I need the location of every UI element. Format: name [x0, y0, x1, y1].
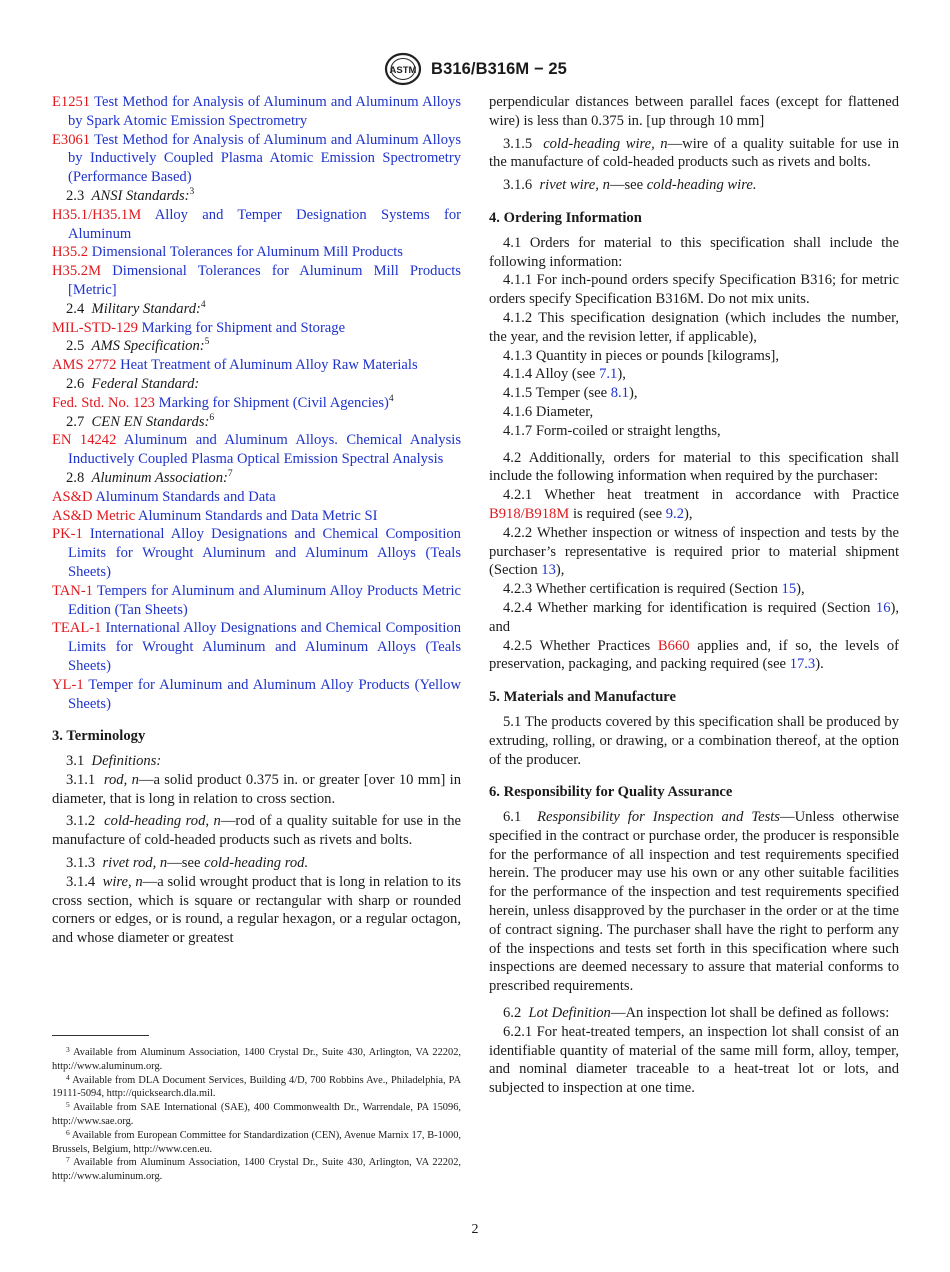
reference-entry: [52, 243, 461, 262]
reference-title-link[interactable]: Test Method for Analysis of Aluminum and Aluminum Alloys by Inductively Coupled Plasma Atomic Emission Spectrometry (Performance Based): [68, 131, 462, 186]
para-4-2-1: 4.2.1 Whether heat treatment in accordance with Practice B918/B918M is required (see 9.2),: [489, 487, 899, 522]
footnote-text: Available from SAE International (SAE), 400 Commonwealth Dr., Warrendale, PA 15096, http://www.sae.org.: [52, 1102, 461, 1127]
footnotes: [52, 1046, 461, 1184]
footnote-ref: 4: [388, 393, 394, 404]
footnote-number: 5: [66, 1100, 70, 1110]
reference-code-link[interactable]: MIL-STD-129: [52, 319, 138, 336]
para-4-2-2: 4.2.2 Whether inspection or witness of inspection and tests by the purchaser’s representative is required prior to material shipment (Section 13),: [489, 524, 899, 579]
reference-entry: [52, 394, 461, 413]
reference-entry: [52, 319, 461, 338]
section-4-heading: 4. Ordering Information: [489, 209, 642, 226]
reference-entry: [52, 262, 461, 300]
document-designation: B316/B316M − 25: [431, 59, 567, 78]
para-6-2: 6.2 Lot Definition—An inspection lot shall be defined as follows:: [503, 1005, 890, 1022]
link-section-15[interactable]: 15: [781, 581, 797, 598]
reference-list-military: [52, 319, 461, 338]
footnote-number: 3: [66, 1045, 70, 1054]
reference-entry: [52, 356, 461, 375]
footnote-text: Available from European Committee for Standardization (CEN), Avenue Marnix 17, B-1000, Brussels, Belgium, http://www.cen.eu.: [52, 1129, 461, 1155]
section-5-heading: 5. Materials and Manufacture: [489, 689, 676, 706]
reference-code-link[interactable]: E1251: [52, 94, 91, 110]
link-section-16[interactable]: 16: [875, 599, 891, 616]
astm-logo-icon: [383, 52, 423, 86]
right-column: [489, 93, 899, 1098]
reference-title-link[interactable]: Dimensional Tolerances for Aluminum Mill Products [Metric]: [68, 263, 461, 298]
reference-code-link[interactable]: AS&D: [52, 488, 93, 505]
para-4-1-2: 4.1.2 This specification designation (which includes the number, the year, and the revision letter, if applicable),: [489, 309, 899, 345]
reference-list-astm-e: [52, 93, 461, 187]
para-4-2-4: 4.2.4 Whether marking for identification is required (Section 16), and: [489, 599, 899, 635]
section-2-3: 2.3 ANSI Standards:$^3$: [66, 186, 195, 204]
footnote-number: 4: [66, 1072, 70, 1082]
section-2-8: 2.8 Aluminum Association:$^7$: [66, 468, 233, 486]
reference-entry: [52, 206, 461, 244]
footnote-text: Available from DLA Document Services, Building 4/D, 700 Robbins Ave., Philadelphia, PA 19111-5094, http://quicksearch.dla.mil.: [52, 1074, 461, 1100]
reference-title-link[interactable]: Temper for Aluminum and Aluminum Alloy Products (Yellow Sheets): [68, 676, 461, 712]
section-2-4: 2.4 Military Standard:$^4$: [66, 299, 206, 317]
footnote-text: Available from Aluminum Association, 1400 Crystal Dr., Suite 430, Arlington, VA 22202, http://www.aluminum.org.: [52, 1157, 461, 1183]
reference-entry: [52, 582, 461, 620]
para-3-1-5: 3.1.5 cold-heading wire, n—wire of a quality suitable for use in the manufacture of cold-headed products such as rivets and bolts.: [489, 135, 899, 171]
reference-title-link[interactable]: Heat Treatment of Aluminum Alloy Raw Materials: [120, 357, 418, 374]
para-3-1-2: 3.1.2 cold-heading rod, n—rod of a quality suitable for use in the manufacture of cold-headed products such as rivets and bolts.: [52, 813, 461, 849]
link-section-13[interactable]: 13: [541, 562, 556, 579]
section-3-heading: 3. Terminology: [52, 728, 146, 745]
para-4-2-3: 4.2.3 Whether certification is required (Section 15),: [503, 581, 805, 598]
reference-entry: [52, 431, 461, 469]
footnote: [52, 1046, 461, 1074]
para-3-1-4: 3.1.4 wire, n—a solid wrought product that is long in relation to its cross section, which is square or rectangular with sharp or rounded corners or edges, or is round, a regular hexagon, or a regular octagon, and whose diameter or greatest: [52, 873, 462, 947]
page-number: 2: [471, 1222, 479, 1237]
svg-text:ASTM: ASTM: [389, 65, 417, 76]
reference-code-link[interactable]: TEAL-1: [52, 620, 102, 637]
reference-entry: [52, 131, 461, 187]
reference-title-link[interactable]: Alloy and Temper Designation Systems for Aluminum: [68, 206, 461, 242]
reference-code-link[interactable]: H35.1/H35.1M: [52, 206, 142, 223]
reference-title-link[interactable]: International Alloy Designations and Chemical Composition Limits for Wrought Aluminum and Aluminum Alloys (Teals Sheets): [68, 620, 461, 674]
para-4-1-3: 4.1.3 Quantity in pieces or pounds [kilograms],: [503, 347, 780, 364]
left-column: [52, 93, 461, 948]
footnote: [52, 1156, 461, 1184]
section-2-5: 2.5 AMS Specification:$^5$: [66, 337, 210, 355]
link-b660[interactable]: B660: [657, 637, 690, 654]
link-section-8-1[interactable]: 8.1: [610, 385, 629, 402]
para-3-1-4-continued: perpendicular distances between parallel faces (except for flattened wire) is less than 0.375 in. [up through 10 mm]: [489, 94, 899, 129]
footnote: [52, 1101, 461, 1129]
reference-code-link[interactable]: E3061: [52, 131, 91, 148]
reference-title-link[interactable]: Test Method for Analysis of Aluminum and Aluminum Alloys by Spark Atomic Emission Spectrometry: [68, 94, 462, 129]
section-2-6: 2.6 Federal Standard:: [66, 375, 200, 392]
para-4-1-4: 4.1.4 Alloy (see 7.1),: [503, 366, 626, 383]
para-4-1-6: 4.1.6 Diameter,: [503, 403, 594, 420]
footnote: [52, 1129, 461, 1157]
link-section-7-1[interactable]: 7.1: [599, 366, 618, 383]
reference-entry: [52, 619, 461, 675]
para-4-1-7: 4.1.7 Form-coiled or straight lengths,: [503, 422, 721, 439]
para-4-2-5: 4.2.5 Whether Practices B660 applies and, if so, the levels of preservation, packaging, and packing required (see 17.3).: [489, 637, 900, 673]
reference-entry: [52, 525, 461, 581]
para-6-1: 6.1 Responsibility for Inspection and Tests—Unless otherwise specified in the contract or purchase order, the producer is responsible for the performance of all inspection and test requirements specified herein. The producer may use his own or any other suitable facilities for the performance of the inspection and test requirements specified herein, unless disapproved by the purchaser in the order or at the time of contract signing. The purchaser shall have the right to perform any of the inspections and tests set forth in this specification where such inspections are deemed necessary to assure that material conforms to prescribed requirements.: [489, 809, 899, 995]
reference-entry: [52, 93, 461, 131]
reference-list-ansi: [52, 206, 461, 300]
para-6-2-1: 6.2.1 For heat-treated tempers, an inspection lot shall consist of an identifiable quantity of material of the same mill form, alloy, temper, and nominal diameter traceable to a heat-treat lot or lots, and subjected to inspection at one time.: [489, 1023, 899, 1097]
reference-code-link[interactable]: H35.2: [52, 244, 89, 261]
reference-list-aluminum-association: [52, 488, 461, 714]
section-6-heading: 6. Responsibility for Quality Assurance: [489, 784, 733, 801]
reference-list-federal: [52, 394, 461, 413]
footnote-divider: [52, 1035, 149, 1036]
reference-title-link[interactable]: International Alloy Designations and Chemical Composition Limits for Wrought Aluminum and Aluminum Alloys (Teals Sheets): [68, 526, 461, 580]
reference-list-cen: [52, 431, 461, 469]
reference-title-link[interactable]: Aluminum and Aluminum Alloys. Chemical Analysis Inductively Coupled Plasma Optical Emission Spectral Analysis: [68, 432, 462, 468]
para-5-1: 5.1 The products covered by this specification shall be produced by extruding, rolling, or drawing, or a combination thereof, at the option of the producer.: [489, 713, 899, 768]
footnote: [52, 1074, 461, 1102]
reference-code-link[interactable]: PK-1: [52, 526, 83, 543]
reference-title-link[interactable]: Dimensional Tolerances for Aluminum Mill Products: [91, 244, 403, 261]
para-3-1-1: 3.1.1 rod, n—a solid product 0.375 in. or greater [over 10 mm] in diameter, that is long in relation to cross section.: [52, 771, 462, 807]
link-section-9-2[interactable]: 9.2: [665, 505, 684, 522]
para-4-1-1: 4.1.1 For inch-pound orders specify Specification B316; for metric orders specify Specification B316M. Do not mix units.: [489, 272, 899, 308]
para-4-2: 4.2 Additionally, orders for material to this specification shall include the following information when required by the purchaser:: [489, 449, 899, 485]
section-2-7: 2.7 CEN EN Standards:$^6$: [66, 412, 215, 430]
reference-list-ams: [52, 356, 461, 375]
page-header: [0, 52, 950, 86]
reference-code-link[interactable]: AS&D Metric: [52, 507, 136, 524]
para-3-1-3: 3.1.3 rivet rod, n—see cold-heading rod.: [66, 855, 309, 872]
reference-code-link[interactable]: YL-1: [52, 676, 84, 693]
reference-code-link[interactable]: EN 14242: [52, 432, 117, 449]
reference-code-link[interactable]: H35.2M: [52, 263, 102, 280]
para-4-1-5: 4.1.5 Temper (see 8.1),: [503, 385, 638, 402]
reference-title-link[interactable]: Aluminum Standards and Data: [95, 488, 276, 505]
reference-code-link[interactable]: TAN-1: [52, 582, 93, 599]
reference-title-link[interactable]: Marking for Shipment and Storage: [141, 319, 346, 336]
footnote-text: Available from Aluminum Association, 1400 Crystal Dr., Suite 430, Arlington, VA 22202, http://www.aluminum.org.: [52, 1047, 461, 1072]
para-4-1: 4.1 Orders for material to this specification shall include the following information:: [489, 234, 899, 270]
para-3-1: 3.1 Definitions:: [66, 753, 162, 770]
link-section-17-3[interactable]: 17.3: [789, 656, 816, 673]
reference-entry: [52, 507, 461, 526]
reference-entry: [52, 676, 461, 714]
reference-entry: [52, 488, 461, 507]
reference-code-link[interactable]: AMS 2772: [52, 357, 117, 374]
reference-title-link[interactable]: Tempers for Aluminum and Aluminum Alloy Products Metric Edition (Tan Sheets): [68, 582, 461, 618]
reference-title-link[interactable]: Aluminum Standards and Data Metric SI: [137, 507, 378, 524]
footnote-number: 7: [66, 1155, 70, 1165]
para-3-1-6: 3.1.6 rivet wire, n—see cold-heading wire.: [503, 177, 757, 194]
reference-code-link[interactable]: Fed. Std. No. 123: [52, 394, 155, 411]
link-b918[interactable]: B918/B918M: [489, 505, 570, 522]
footnote-number: 6: [66, 1127, 70, 1137]
reference-title-link[interactable]: Marking for Shipment (Civil Agencies): [158, 394, 389, 411]
